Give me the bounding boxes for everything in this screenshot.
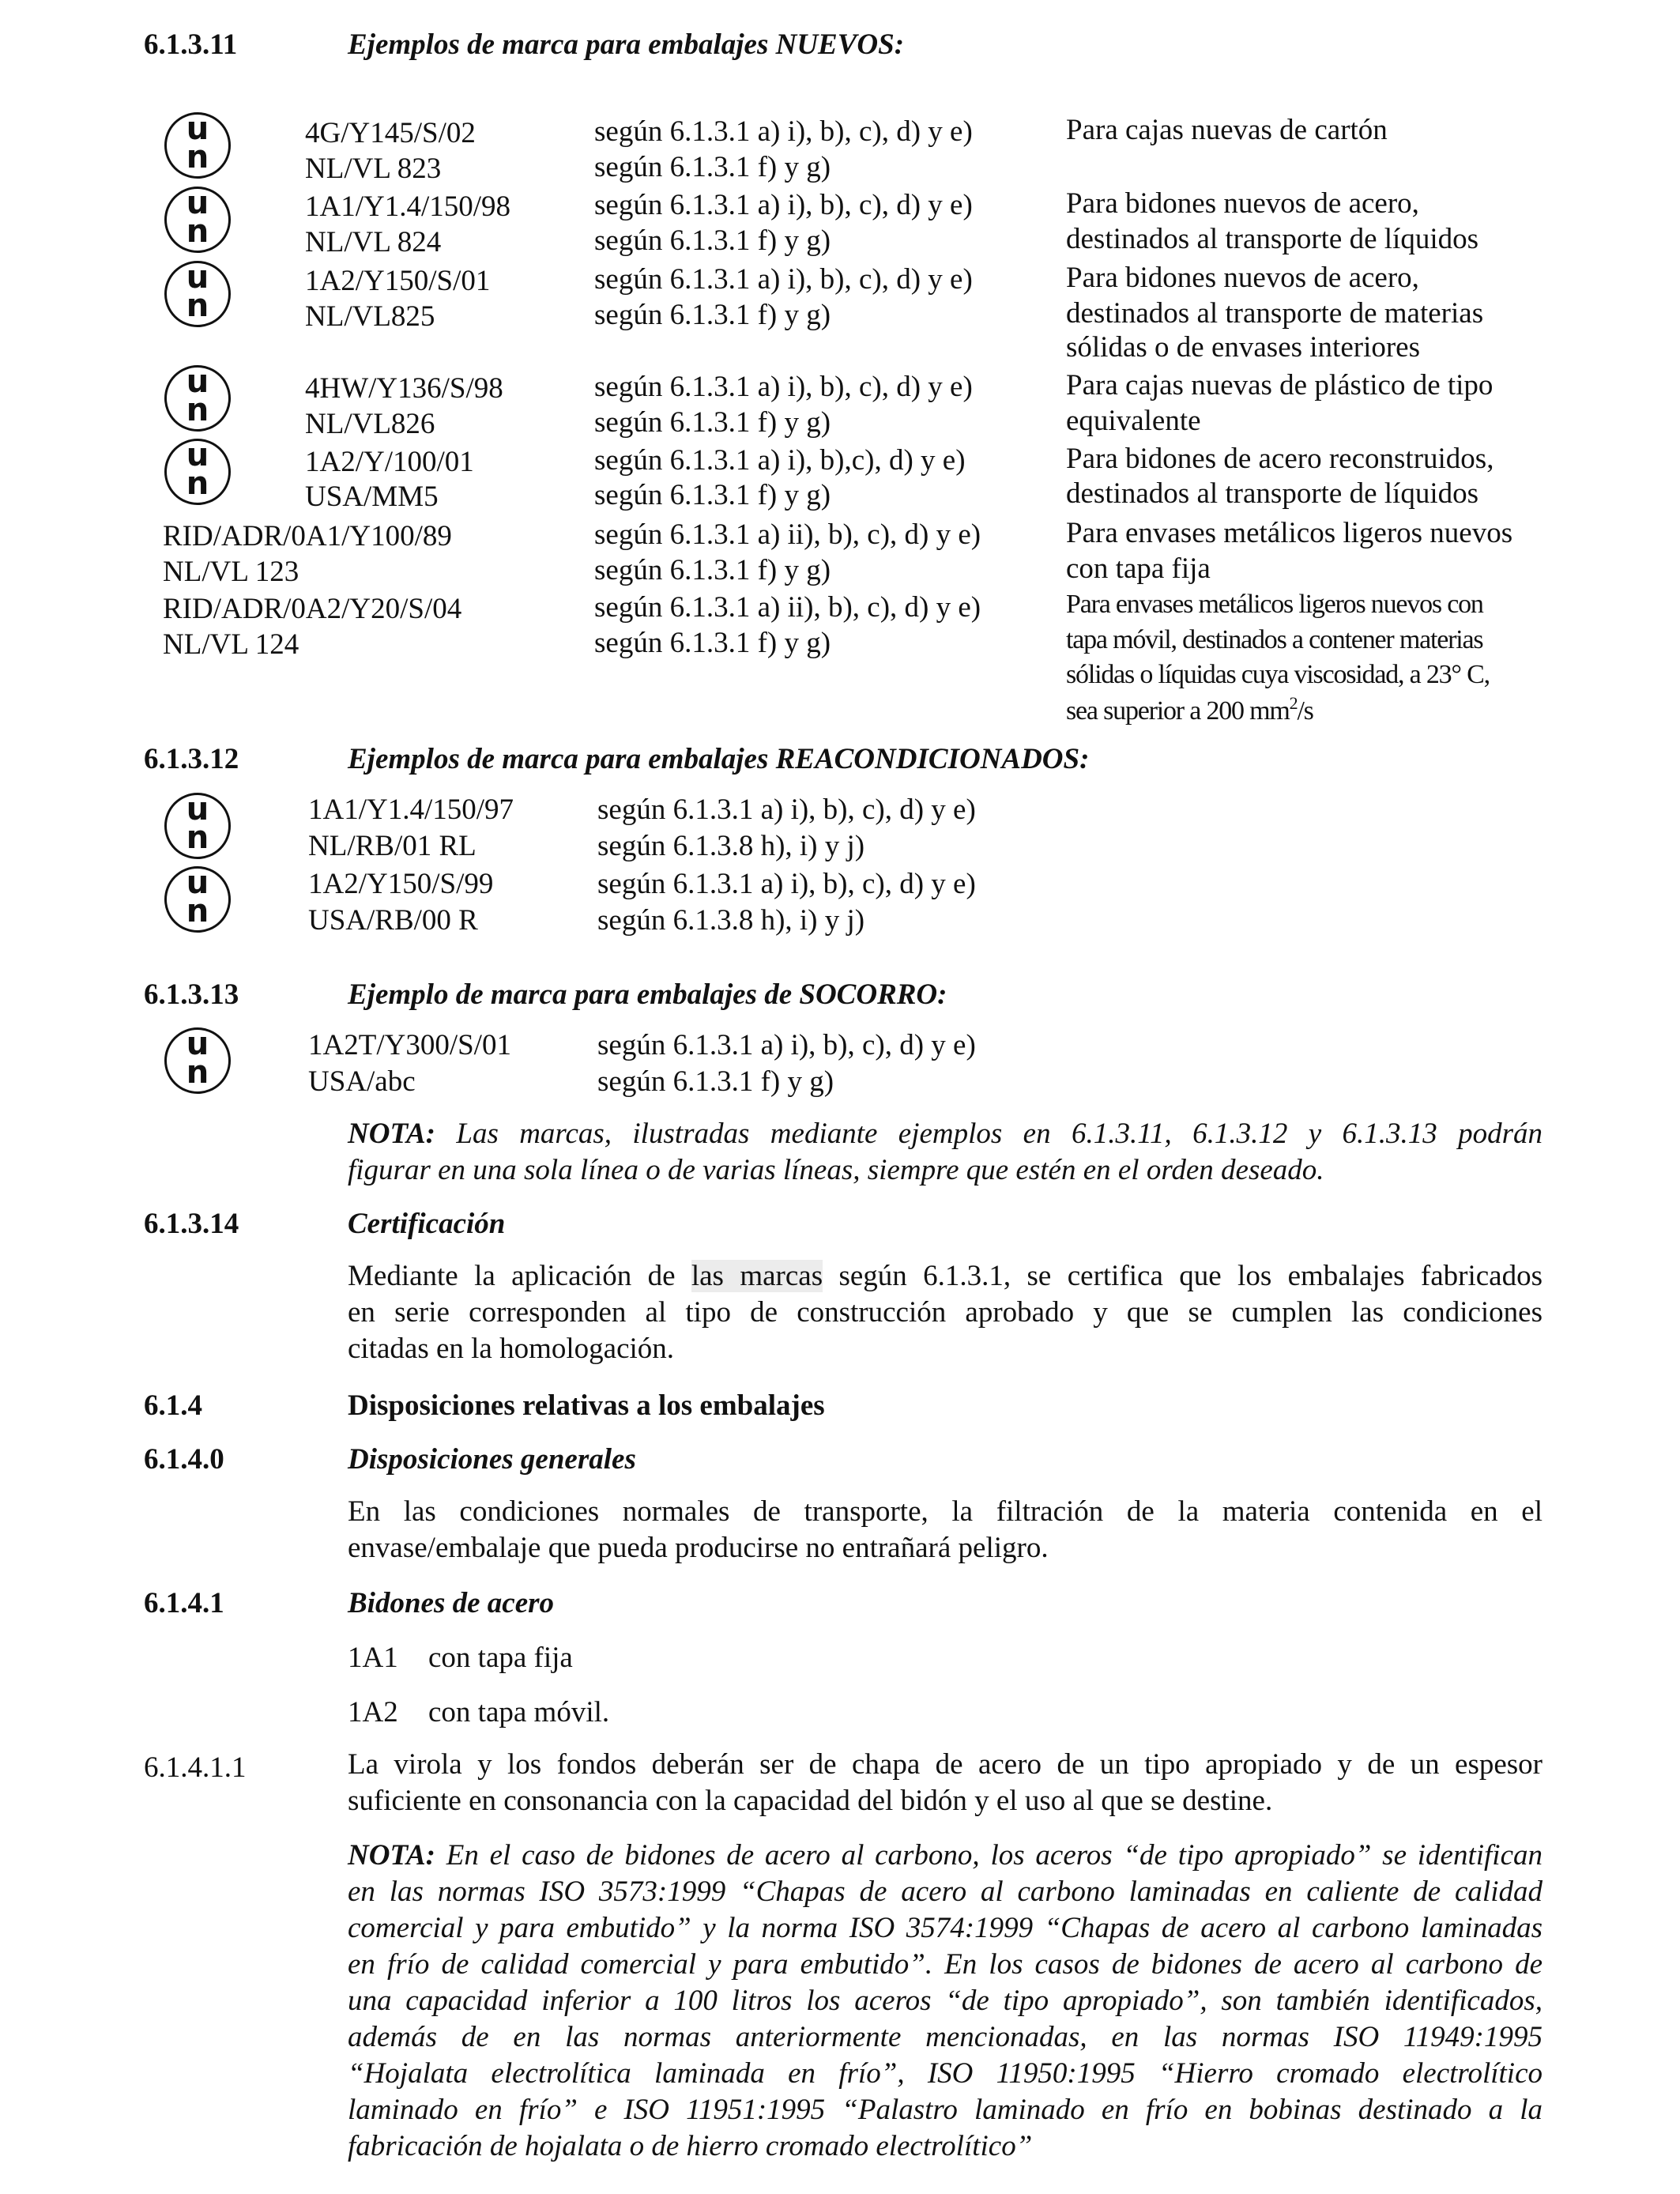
mark-reference: según 6.1.3.1 a) i), b), c), d) y e) [594,115,973,148]
mark-code: 4G/Y145/S/02 [305,117,476,149]
drum-code: 1A2 [348,1696,398,1728]
mark-description: Para envases metálicos ligeros nuevos con [1066,590,1483,619]
unit-tail: /s [1297,696,1313,726]
un-packaging-symbol-icon: u n [164,439,231,505]
un-packaging-symbol-icon: u n [164,261,231,327]
mark-reference: según 6.1.3.1 a) i), b), c), d) y e) [594,371,973,403]
mark-description: sólidas o líquidas cuya viscosidad, a 23° C, [1066,660,1490,689]
section-number: 6.1.3.11 [144,28,238,61]
section-number: 6.1.3.13 [144,978,239,1011]
mark-code: NL/VL 823 [305,153,442,185]
mark-code: NL/VL825 [305,300,435,333]
mark-code: NL/VL 824 [305,226,442,258]
mark-code: USA/RB/00 R [308,904,478,937]
mark-code: USA/MM5 [305,481,439,513]
un-packaging-symbol-icon: u n [164,1027,231,1094]
mark-description: equivalente [1066,405,1201,437]
mark-reference: según 6.1.3.1 f) y g) [594,151,831,183]
unit-superscript: 2 [1289,693,1298,713]
mark-reference: según 6.1.3.1 f) y g) [594,479,831,511]
mark-reference: según 6.1.3.1 a) i), b), c), d) y e) [594,189,973,221]
section-title: Ejemplo de marca para embalajes de SOCORRO: [348,978,947,1011]
mark-reference: según 6.1.3.1 a) ii), b), c), d) y e) [594,591,981,624]
un-packaging-symbol-icon: u n [164,187,231,253]
section-number: 6.1.4 [144,1389,202,1422]
mark-reference: según 6.1.3.1 a) i), b), c), d) y e) [597,1029,976,1061]
mark-code: NL/RB/01 RL [308,830,477,862]
mark-reference: según 6.1.3.1 a) i), b),c), d) y e) [594,444,966,477]
mark-code: 1A1/Y1.4/150/98 [305,190,511,223]
mark-code: 1A2/Y/100/01 [305,446,474,478]
section-title: Disposiciones relativas a los embalajes [348,1389,825,1422]
mark-code: 1A2T/Y300/S/01 [308,1029,511,1061]
mark-code: USA/abc [308,1065,416,1098]
mark-description: Para envases metálicos ligeros nuevos [1066,517,1513,549]
drum-description: con tapa móvil. [428,1696,610,1728]
mark-code: NL/VL 124 [163,628,299,661]
mark-description: Para bidones nuevos de acero, [1066,187,1419,220]
section-title: Ejemplos de marca para embalajes REACONDICIONADOS: [348,743,1090,775]
mark-reference: según 6.1.3.8 h), i) y j) [597,830,865,862]
un-packaging-symbol-icon: u n [164,866,231,933]
drum-description: con tapa fija [428,1642,573,1674]
section-title: Bidones de acero [348,1587,555,1619]
section-title: Certificación [348,1208,506,1240]
note-label: NOTA: [348,1839,435,1872]
mark-description: Para cajas nuevas de cartón [1066,114,1388,146]
mark-description: destinados al transporte de materias [1066,297,1484,330]
steel-sheet-paragraph: La virola y los fondos deberán ser de chapa de acero de un tipo apropiado y de un espesor suficiente en consonancia con la capacidad del bidón y el uso al que se destine. [348,1748,1543,1817]
mark-code: RID/ADR/0A1/Y100/89 [163,520,452,552]
mark-reference: según 6.1.3.1 f) y g) [594,554,831,586]
mark-reference: según 6.1.3.1 a) i), b), c), d) y e) [594,263,973,296]
mark-code: 1A1/Y1.4/150/97 [308,794,514,826]
section-title: Ejemplos de marca para embalajes NUEVOS: [348,28,905,61]
mark-reference: según 6.1.3.1 a) i), b), c), d) y e) [597,794,976,826]
certification-paragraph: Mediante la aplicación de las marcas según 6.1.3.1, se certifica que los embalajes fabricados en serie corresponden al tipo de construcción aprobado y que se cumplen las condiciones citadas en la homologación. [348,1260,1543,1365]
mark-description: tapa móvil, destinados a contener materias [1066,625,1483,654]
mark-description: destinados al transporte de líquidos [1066,223,1479,255]
section-number: 6.1.4.1.1 [144,1751,247,1784]
highlighted-text: las marcas [691,1260,823,1292]
mark-description: Para bidones nuevos de acero, [1066,262,1419,294]
note-label: NOTA: [348,1118,435,1150]
mark-reference: según 6.1.3.1 f) y g) [594,299,831,331]
mark-description: con tapa fija [1066,552,1211,585]
section-number: 6.1.4.1 [144,1587,224,1619]
mark-description: sea superior a 200 $mm^2/s$ [1066,693,1313,726]
mark-description: sólidas o de envases interiores [1066,331,1420,364]
mark-description: Para cajas nuevas de plástico de tipo [1066,369,1494,401]
note-marks: NOTA: Las marcas, ilustradas mediante ejemplos en 6.1.3.11, 6.1.3.12 y 6.1.3.13 podrán figurar en una sola línea o de varias líneas, siempre que estén en el orden deseado. [348,1118,1543,1186]
general-provisions-paragraph: En las condiciones normales de transporte, la filtración de la materia contenida en el envase/embalaje que pueda producirse no entrañará peligro. [348,1495,1543,1564]
mark-reference: según 6.1.3.8 h), i) y j) [597,904,865,937]
mark-reference: según 6.1.3.1 f) y g) [594,627,831,659]
section-number: 6.1.3.14 [144,1208,239,1240]
mark-code: RID/ADR/0A2/Y20/S/04 [163,593,462,625]
mark-code: 1A2/Y150/S/99 [308,868,494,900]
mark-code: 1A2/Y150/S/01 [305,265,491,297]
mark-code: 4HW/Y136/S/98 [305,372,503,405]
drum-code: 1A1 [348,1642,398,1674]
section-number: 6.1.3.12 [144,743,239,775]
mark-description: Para bidones de acero reconstruidos, [1066,443,1494,475]
mark-code: NL/VL 123 [163,556,299,588]
mark-reference: según 6.1.3.1 a) ii), b), c), d) y e) [594,518,981,551]
mark-code: NL/VL826 [305,408,435,440]
section-title: Disposiciones generales [348,1443,636,1476]
mark-reference: según 6.1.3.1 f) y g) [594,224,831,257]
section-number: 6.1.4.0 [144,1443,224,1476]
un-packaging-symbol-icon: u n [164,112,231,179]
mark-reference: según 6.1.3.1 f) y g) [594,406,831,439]
mark-reference: según 6.1.3.1 f) y g) [597,1065,834,1098]
un-packaging-symbol-icon: u n [164,793,231,859]
mark-description: destinados al transporte de líquidos [1066,477,1479,510]
note-steel: NOTA: En el caso de bidones de acero al carbono, los aceros “de tipo apropiado” se identifican en las normas ISO 3573:1999 “Chapas de acero al carbono laminadas en caliente de calidad comercial y para embutido” y la norma ISO 3574:1999 “Chapas de acero al carbono laminadas en frío de calidad comercial y para embutido”. En los casos de bidones de acero al carbono de una capacidad inferior a 100 litros los aceros “de tipo apropiado”, son también identificados, además de en las normas anteriormente mencionadas, en las normas ISO 11949:1995 “Hojalata electrolítica laminada en frío”, ISO 11950:1995 “Hierro cromado electrolítico laminado en frío” e ISO 11951:1995 “Palastro laminado en frío en bobinas destinado a la fabricación de hojalata o de hierro cromado electrolítico” [348,1839,1543,2162]
un-packaging-symbol-icon: u n [164,365,231,432]
mark-reference: según 6.1.3.1 a) i), b), c), d) y e) [597,868,976,900]
